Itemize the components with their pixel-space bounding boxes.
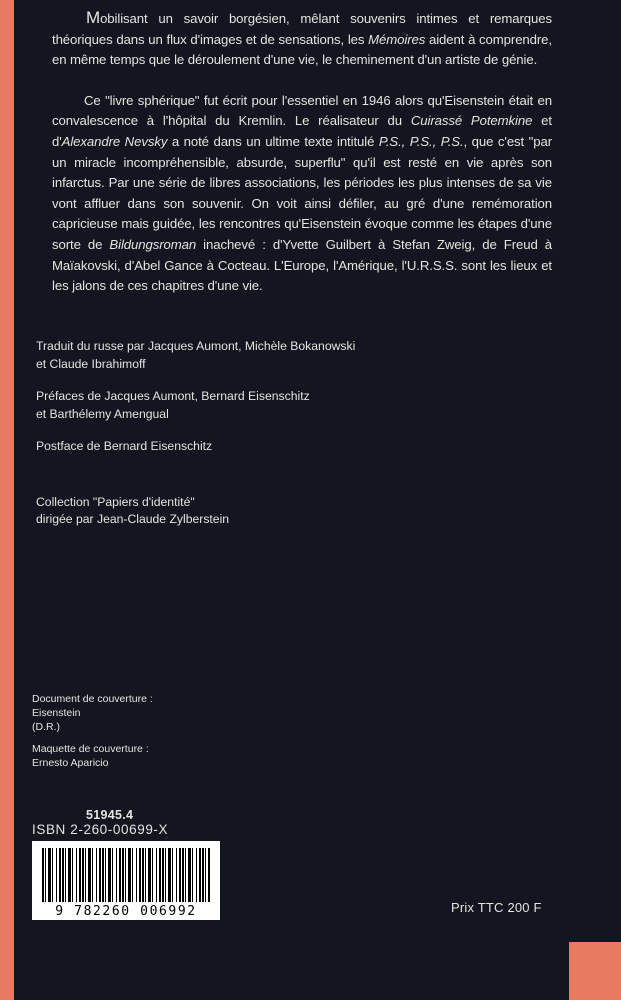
text-title-ps: P.S., P.S., P.S. — [378, 133, 464, 149]
film-title-potemkine: Cuirassé Potemkine — [410, 113, 533, 129]
collection-credit: Collection "Papiers d'identité" dirigée par Jean-Claude Zylberstein — [36, 494, 230, 526]
credits — [36, 338, 436, 544]
price: Prix TTC 200 F — [451, 900, 542, 915]
blurb — [52, 8, 552, 297]
drop-cap: M — [86, 8, 101, 27]
barcode-digits: 9 782260 006992 — [55, 904, 197, 919]
cover-design-credit: Maquette de couverture : Ernesto Aparicio — [32, 743, 149, 769]
blurb-paragraph-1: Mobilisant un savoir borgésien, mêlant souvenirs intimes et remarques théoriques dans un flux d'images et de sensations, les Mémoires aident à comprendre, en même temps que le déroulement d'une vie, le cheminement d'un artiste de génie. — [52, 8, 552, 68]
term-bildungsroman: Bildungsroman — [109, 236, 197, 252]
corner-accent — [569, 942, 621, 1000]
barcode-bars — [42, 848, 210, 902]
cover-document-credit: Document de couverture : Eisenstein (D.R.) — [32, 693, 153, 733]
back-cover — [14, 0, 621, 1000]
prefaces-credit: Préfaces de Jacques Aumont, Bernard Eisenschitz et Barthélemy Amengual — [36, 389, 310, 421]
blurb-paragraph-2: Ce "livre sphérique" fut écrit pour l'essentiel en 1946 alors qu'Eisenstein était en convalescence à l'hôpital du Kremlin. Le réalisateur du Cuirassé Potemkine et d'Alexandre Nevsky a noté dans un ultime texte intitulé P.S., P.S., P.S., que c'est "par un miracle incompréhensible, absurde, superflu" qu'il est resté en vie après son infarctus. Par une série de libres associations, les périodes les plus intenses de sa vie vont affluer dans son souvenir. On voit ainsi défiler, au gré d'une remémoration capricieuse mais guidée, les rencontres qu'Eisenstein évoque comme les étapes d'une sorte de Bildungsroman inachevé : d'Yvette Guilbert à Stefan Zweig, de Freud à Maïakovski, d'Abel Gance à Cocteau. L'Europe, l'Amérique, l'U.R.S.S. sont les lieux et les jalons de ces chapitres d'une vie. — [52, 92, 552, 294]
film-title-nevsky: Alexandre Nevsky — [61, 133, 168, 149]
cover-credits — [32, 692, 332, 778]
translation-credit: Traduit du russe par Jacques Aumont, Michèle Bokanowski et Claude Ibrahimoff — [36, 339, 356, 371]
isbn: ISBN 2-260-00699-X — [32, 822, 169, 837]
postface-credit: Postface de Bernard Eisenschitz — [36, 439, 213, 453]
barcode — [32, 841, 220, 920]
catalog-number: 51945.4 — [86, 808, 134, 822]
book-title: Mémoires — [368, 31, 426, 47]
